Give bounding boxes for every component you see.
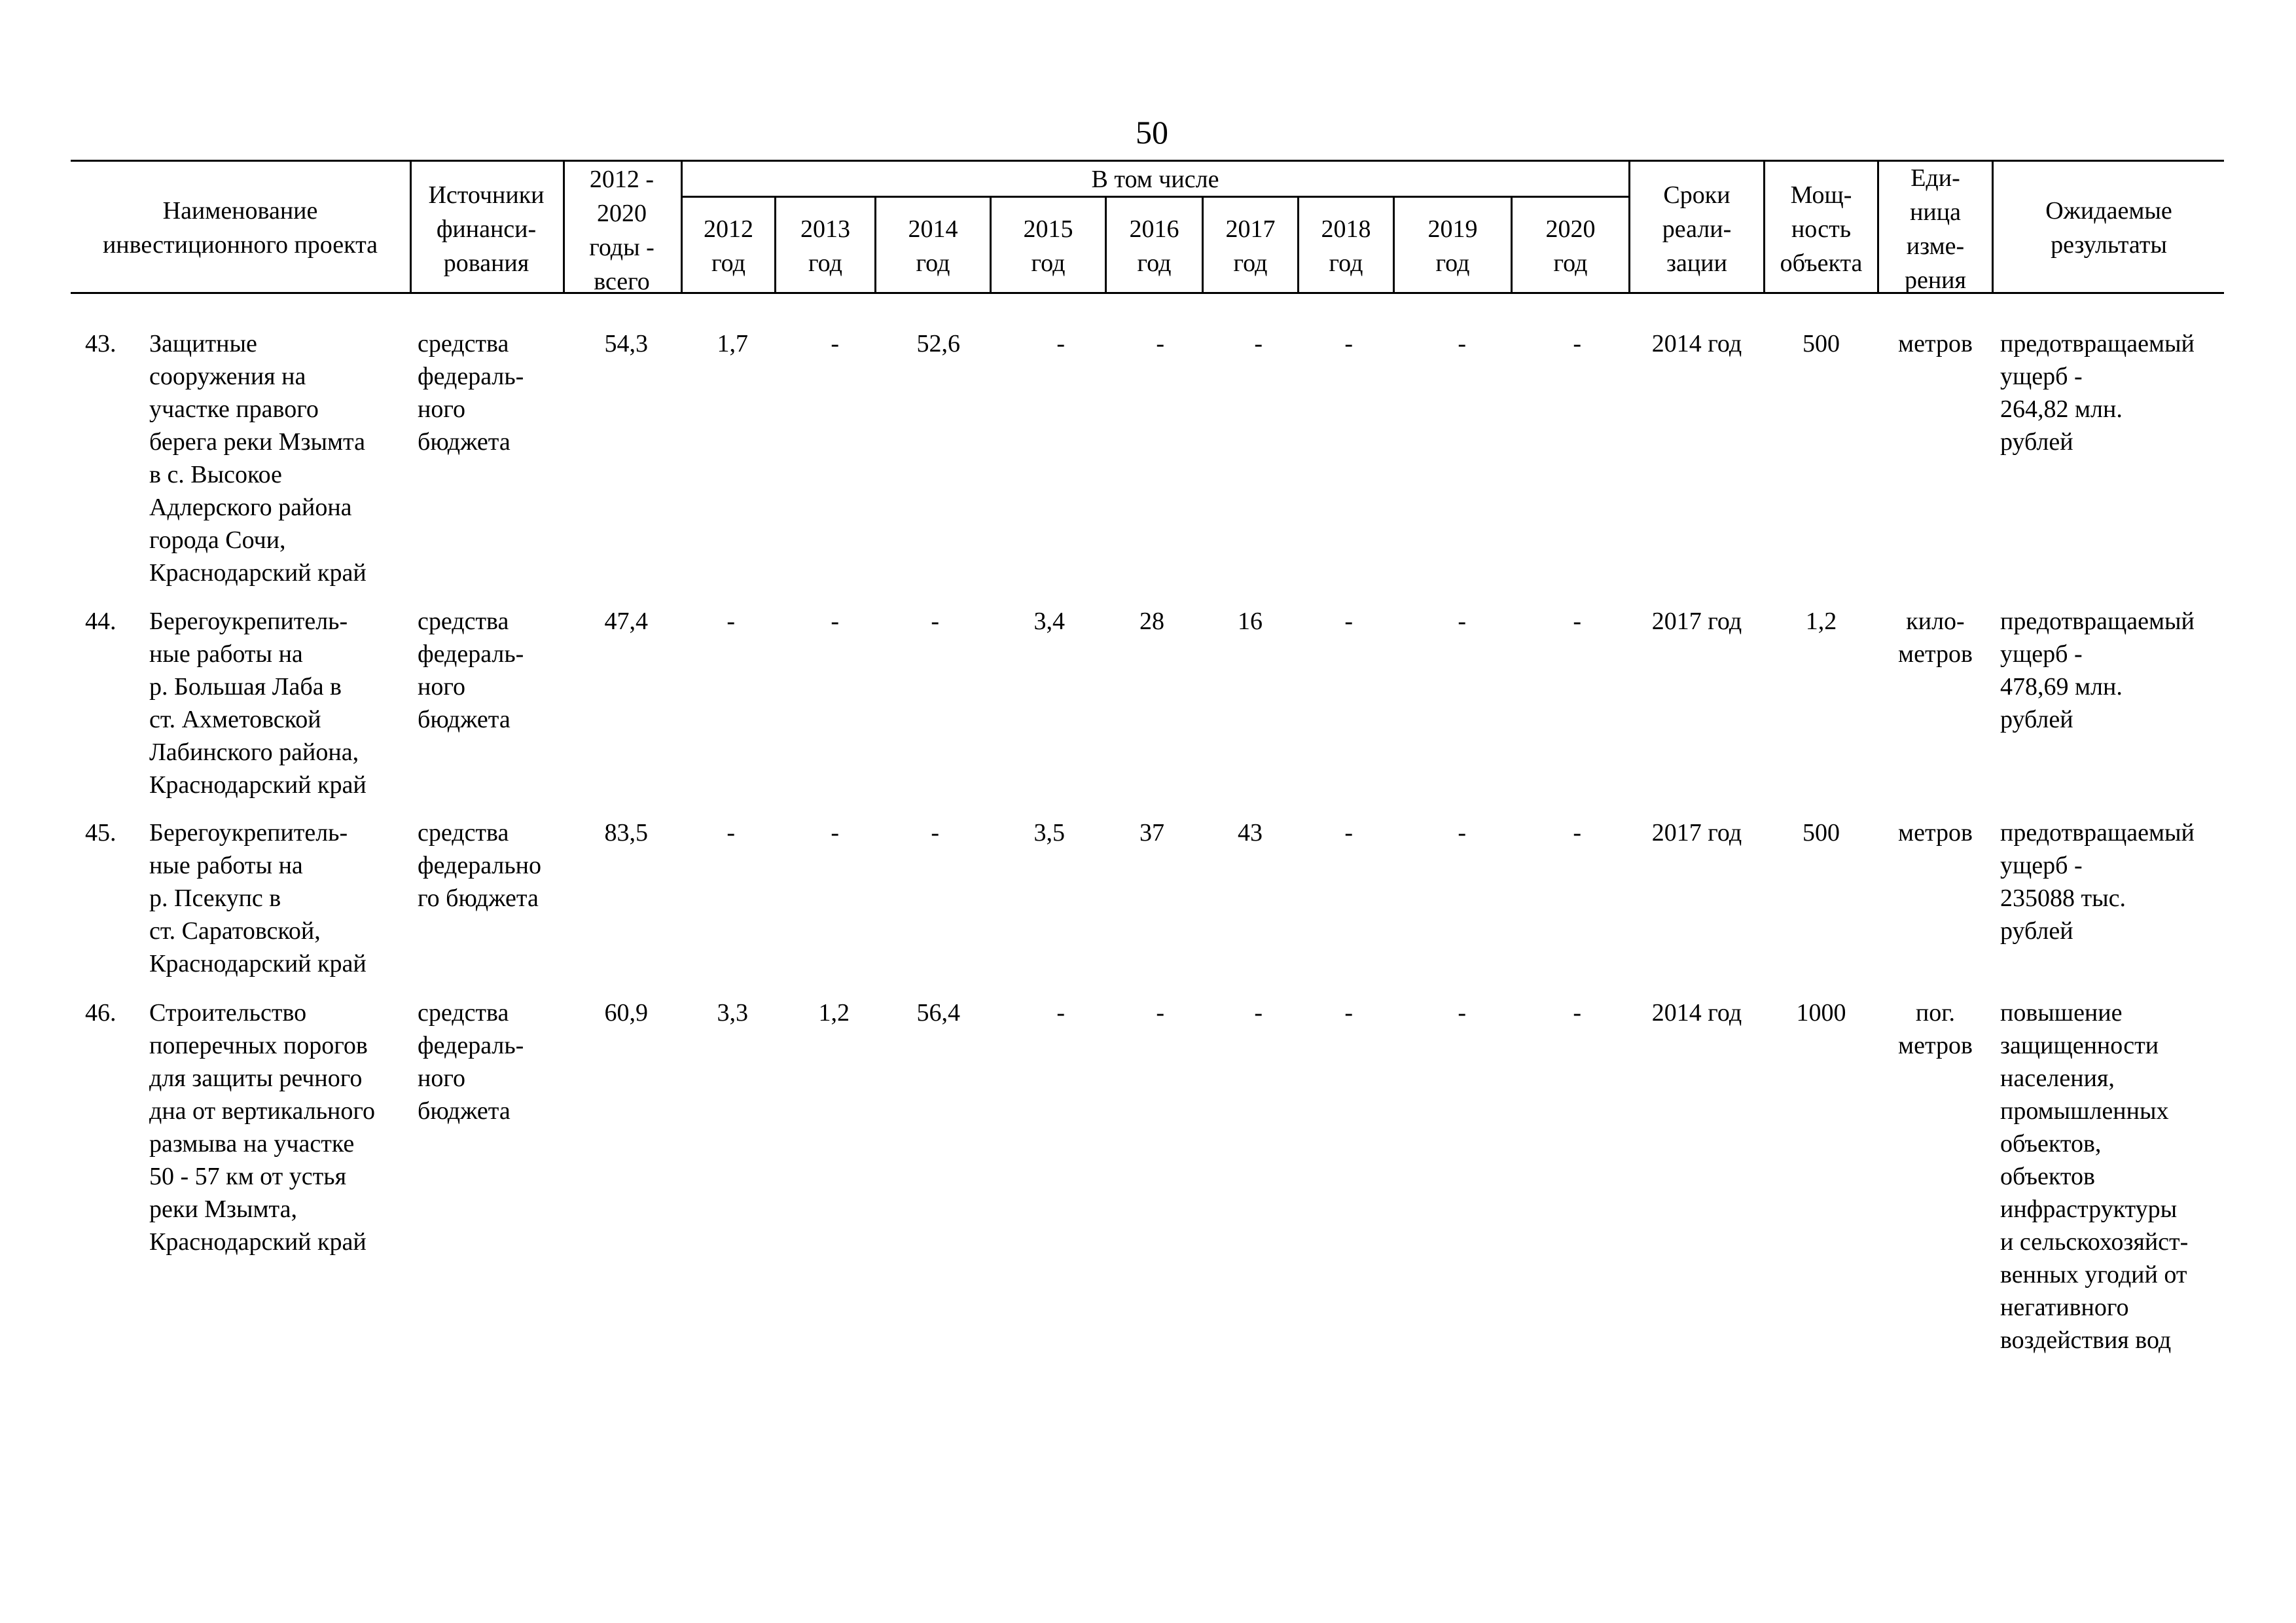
- year-2016-value: 28: [1139, 608, 1164, 635]
- expected-result: предотвращаемый ущерб - 235088 тыс. рублей: [2000, 819, 2195, 945]
- project-name: Строительство поперечных порогов для защиты речного дна от вертикального размыва на участке 50 - 57 км от устья реки Мзымта, Краснодарский край: [149, 999, 376, 1256]
- year-2017-value: -: [1254, 999, 1263, 1027]
- implementation-term: 2017 год: [1651, 819, 1742, 847]
- year-2012-value: 1,7: [717, 330, 748, 357]
- year-2017-value: -: [1254, 330, 1263, 357]
- year-2018-value: -: [1344, 330, 1353, 357]
- page-number: 50: [1136, 114, 1168, 151]
- year-2020-value: -: [1573, 819, 1581, 847]
- header-year-2020: 2020 год: [1545, 215, 1596, 277]
- year-2013-value: -: [831, 330, 839, 357]
- header-unit: Еди- ница изме- рения: [1904, 164, 1967, 294]
- year-2013-value: -: [831, 608, 839, 635]
- year-2012-value: -: [726, 608, 735, 635]
- year-2015-value: -: [1056, 999, 1065, 1027]
- year-2018-value: -: [1344, 999, 1353, 1027]
- header-year-2015: 2015 год: [1023, 215, 1073, 277]
- year-2016-value: -: [1156, 999, 1164, 1027]
- year-2016-value: 37: [1139, 819, 1164, 847]
- year-2013-value: -: [831, 819, 839, 847]
- year-2015-value: 3,4: [1033, 608, 1065, 635]
- header-including: В том числе: [1091, 166, 1219, 193]
- funding-source: средства федерально го бюджета: [418, 819, 542, 912]
- year-2015-value: 3,5: [1033, 819, 1065, 847]
- header-year-2018: 2018 год: [1321, 215, 1371, 277]
- header-year-2016: 2016 год: [1129, 215, 1179, 277]
- row-number: 43.: [85, 330, 117, 357]
- header-capacity: Мощ- ность объекта: [1780, 181, 1863, 277]
- project-name: Защитные сооружения на участке правого берега реки Мзымта в с. Высокое Адлерского района города Сочи, Краснодарский край: [149, 330, 367, 587]
- total-amount: 54,3: [604, 330, 648, 357]
- total-amount: 83,5: [604, 819, 648, 847]
- capacity-value: 500: [1803, 819, 1840, 847]
- funding-source: средства федераль- ного бюджета: [418, 999, 524, 1125]
- header-terms: Сроки реали- зации: [1662, 181, 1732, 277]
- year-2019-value: -: [1458, 819, 1466, 847]
- header-year-2012: 2012 год: [704, 215, 753, 277]
- year-2014-value: 52,6: [916, 330, 960, 357]
- funding-source: средства федераль- ного бюджета: [418, 608, 524, 733]
- year-2019-value: -: [1458, 608, 1466, 635]
- capacity-value: 1000: [1796, 999, 1846, 1027]
- year-2020-value: -: [1573, 608, 1581, 635]
- year-2014-value: -: [931, 819, 939, 847]
- year-2019-value: -: [1458, 330, 1466, 357]
- expected-result: предотвращаемый ущерб - 478,69 млн. рублей: [2000, 608, 2195, 733]
- unit-value: метров: [1898, 819, 1973, 847]
- year-2015-value: -: [1056, 330, 1065, 357]
- implementation-term: 2014 год: [1651, 330, 1742, 357]
- funding-source: средства федераль- ного бюджета: [418, 330, 524, 456]
- header-year-2013: 2013 год: [800, 215, 850, 277]
- expected-result: предотвращаемый ущерб - 264,82 млн. рублей: [2000, 330, 2195, 456]
- header-funding-sources: Источники финанси- рования: [428, 181, 545, 277]
- unit-value: пог. метров: [1898, 999, 1973, 1059]
- year-2016-value: -: [1156, 330, 1164, 357]
- year-2017-value: 16: [1238, 608, 1263, 635]
- year-2018-value: -: [1344, 819, 1353, 847]
- year-2018-value: -: [1344, 608, 1353, 635]
- year-2017-value: 43: [1238, 819, 1263, 847]
- expected-result: повышение защищенности населения, промышленных объектов, объектов инфраструктуры и сельскохозяйст- венных угодий от негативного воздействия вод: [2000, 999, 2189, 1354]
- year-2012-value: -: [726, 819, 735, 847]
- year-2020-value: -: [1573, 330, 1581, 357]
- row-number: 45.: [85, 819, 117, 847]
- unit-value: метров: [1898, 330, 1973, 357]
- year-2020-value: -: [1573, 999, 1581, 1027]
- row-number: 46.: [85, 999, 117, 1027]
- year-2014-value: -: [931, 608, 939, 635]
- year-2012-value: 3,3: [717, 999, 748, 1027]
- unit-value: кило- метров: [1898, 608, 1973, 668]
- capacity-value: 500: [1803, 330, 1840, 357]
- project-name: Берегоукрепитель- ные работы на р. Псекупс в ст. Саратовской, Краснодарский край: [149, 819, 367, 977]
- total-amount: 60,9: [604, 999, 648, 1027]
- implementation-term: 2017 год: [1651, 608, 1742, 635]
- year-2013-value: 1,2: [818, 999, 850, 1027]
- header-year-2019: 2019 год: [1427, 215, 1478, 277]
- total-amount: 47,4: [604, 608, 648, 635]
- row-number: 44.: [85, 608, 117, 635]
- capacity-value: 1,2: [1805, 608, 1837, 635]
- header-project-name: Наименование инвестиционного проекта: [102, 197, 378, 259]
- header-year-2017: 2017 год: [1225, 215, 1276, 277]
- header-year-2014: 2014 год: [908, 215, 958, 277]
- project-name: Берегоукрепитель- ные работы на р. Большая Лаба в ст. Ахметовской Лабинского района, Краснодарский край: [149, 608, 367, 799]
- year-2014-value: 56,4: [916, 999, 960, 1027]
- header-expected-results: Ожидаемые результаты: [2045, 197, 2172, 259]
- implementation-term: 2014 год: [1651, 999, 1742, 1027]
- header-total: 2012 - 2020 годы - всего: [589, 166, 655, 295]
- year-2019-value: -: [1458, 999, 1466, 1027]
